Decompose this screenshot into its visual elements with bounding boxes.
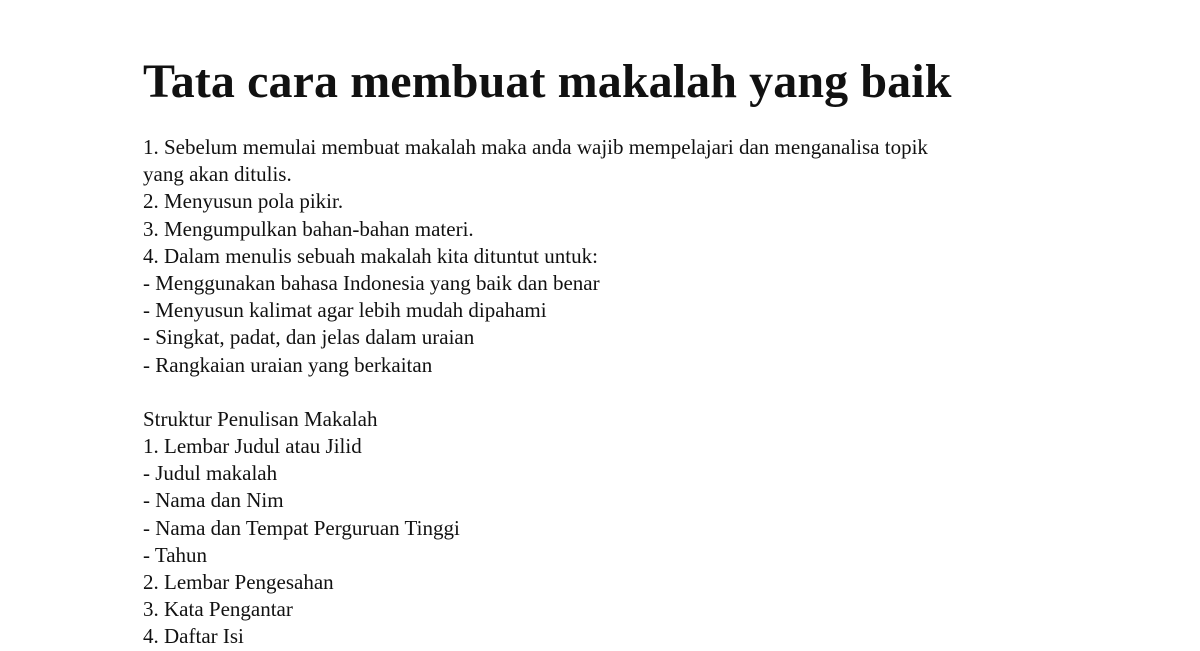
bullet-item-singkat: - Singkat, padat, dan jelas dalam uraian xyxy=(143,325,475,350)
structure-bullet-judul: - Judul makalah xyxy=(143,461,278,486)
list-item-2: 2. Menyusun pola pikir. xyxy=(143,189,344,214)
document-body xyxy=(143,134,1043,651)
list-item-3: 3. Mengumpulkan bahan-bahan materi. xyxy=(143,216,474,241)
list-item-1-continued: yang akan ditulis. xyxy=(143,162,292,187)
structure-bullet-perguruan: - Nama dan Tempat Perguruan Tinggi xyxy=(143,515,460,540)
structure-item-3: 3. Kata Pengantar xyxy=(143,597,293,622)
bullet-item-rangkaian: - Rangkaian uraian yang berkaitan xyxy=(143,352,433,377)
structure-item-2: 2. Lembar Pengesahan xyxy=(143,570,334,594)
bullet-item-bahasa: - Menggunakan bahasa Indonesia yang baik dan benar xyxy=(143,270,600,295)
document-title: Tata cara membuat makalah yang baik xyxy=(143,55,952,108)
list-item-4: 4. Dalam menulis sebuah makalah kita dituntut untuk: xyxy=(143,243,598,268)
paragraph-gap xyxy=(143,379,1043,406)
bullet-item-kalimat: - Menyusun kalimat agar lebih mudah dipahami xyxy=(143,298,547,323)
structure-item-4: 4. Daftar Isi xyxy=(143,624,244,649)
structure-item-1: 1. Lembar Judul atau Jilid xyxy=(143,434,362,459)
structure-bullet-nama-nim: - Nama dan Nim xyxy=(143,488,284,513)
section-heading: Struktur Penulisan Makalah xyxy=(143,406,378,431)
list-item-1: 1. Sebelum memulai membuat makalah maka anda wajib mempelajari dan menganalisa topik xyxy=(143,135,928,159)
structure-bullet-tahun: - Tahun xyxy=(143,542,208,567)
